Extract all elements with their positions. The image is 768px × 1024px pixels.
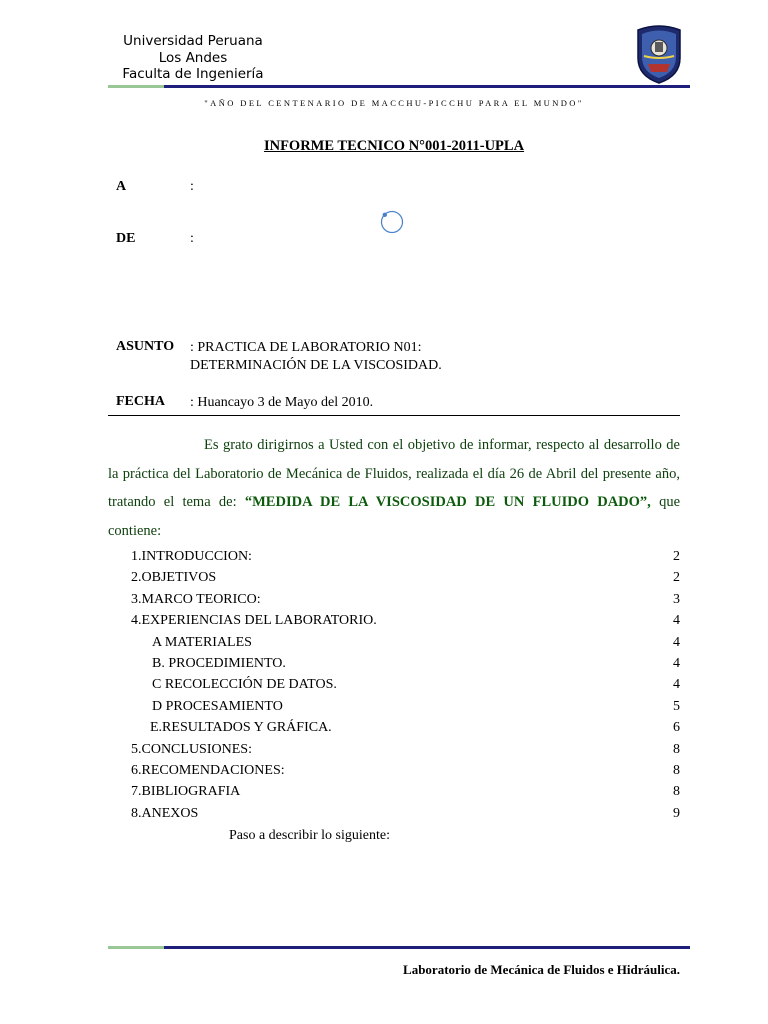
institution-line: Faculta de Ingeniería [122,66,264,82]
toc-page: 2 [673,549,680,564]
toc-row [108,590,680,611]
toc-row [108,675,680,696]
toc-page: 4 [673,677,680,693]
loading-spinner-icon [380,210,404,234]
footer-text: Laboratorio de Mecánica de Fluidos e Hidráulica. [403,962,680,977]
toc-row [108,740,680,761]
year-motto: "AÑO DEL CENTENARIO DE MACCHU-PICCHU PARA EL MUNDO" [204,98,584,108]
toc-label: 8.ANEXOS [131,805,199,821]
toc-label: C RECOLECCIÓN DE DATOS. [152,677,337,693]
toc-page: 4 [673,613,680,629]
header-rule [108,85,690,88]
field-asunto-line1: : PRACTICA DE LABORATORIO N01: [190,340,422,355]
toc-page: 8 [673,784,680,800]
intro-text: Es grato dirigirnos a Usted con el objetivo de informar, respecto al desarrollo de la práctica del Laboratorio de Mecánica de Fluidos, realizada el día 26 de Abril del presente año, tratando el tema de: [108,437,680,510]
toc-page: 9 [673,805,680,821]
toc-row [108,804,680,825]
toc-label: B. PROCEDIMIENTO. [152,655,286,671]
field-a-label: A [116,179,127,194]
toc-label: 7.BIBLIOGRAFIA [131,784,241,800]
toc-page: 4 [673,634,680,650]
report-title: INFORME TECNICO N°001-2011-UPLA [263,138,525,154]
toc-row [108,611,680,632]
toc-page: 8 [673,741,680,757]
toc-row [108,654,680,675]
toc-label: 6.RECOMENDACIONES: [131,762,285,778]
toc-label: E.RESULTADOS Y GRÁFICA. [150,720,332,736]
toc-row [108,547,680,568]
toc-page: 4 [673,655,680,671]
toc-page: 3 [673,591,680,607]
toc-row [108,782,680,803]
toc-label: D PROCESAMIENTO [152,698,283,714]
closing-line: Paso a describir lo siguiente: [229,828,390,843]
intro-topic: “MEDIDA DE LA VISCOSIDAD DE UN FLUIDO DADO”, [244,494,651,510]
footer-rule [108,946,690,949]
field-fecha-value: : Huancayo 3 de Mayo del 2010. [190,395,374,410]
toc-label: 1.INTRODUCCION: [131,549,252,564]
toc-row [108,697,680,718]
toc-label: 2.OBJETIVOS [131,570,217,586]
toc-page: 8 [673,762,680,778]
toc-label: 3.MARCO TEORICO: [131,591,261,607]
toc-row [108,568,680,589]
institution-line: Universidad Peruana [123,33,263,49]
university-crest-icon [634,24,684,84]
toc-label: 4.EXPERIENCIAS DEL LABORATORIO. [131,613,377,629]
toc-page: 5 [673,698,680,714]
toc-page: 2 [673,570,680,586]
toc-page: 6 [673,720,680,736]
toc-row [108,761,680,782]
field-fecha-label: FECHA [116,394,165,409]
toc-label: A MATERIALES [152,634,252,650]
field-asunto-label: ASUNTO [116,339,175,354]
field-de-label: DE [116,231,136,246]
toc-label: 5.CONCLUSIONES: [131,741,252,757]
institution-line: Los Andes [158,49,228,66]
intro-paragraph [108,431,680,545]
intro-text-end: que contiene: [108,494,680,539]
toc-row [108,633,680,654]
section-divider [108,415,680,416]
toc-row [108,718,680,739]
table-of-contents [108,547,680,825]
field-asunto-line2: DETERMINACIÓN DE LA VISCOSIDAD. [190,358,442,373]
field-a-colon: : [190,179,194,194]
institution-name [100,33,286,83]
field-de-colon: : [190,231,194,246]
